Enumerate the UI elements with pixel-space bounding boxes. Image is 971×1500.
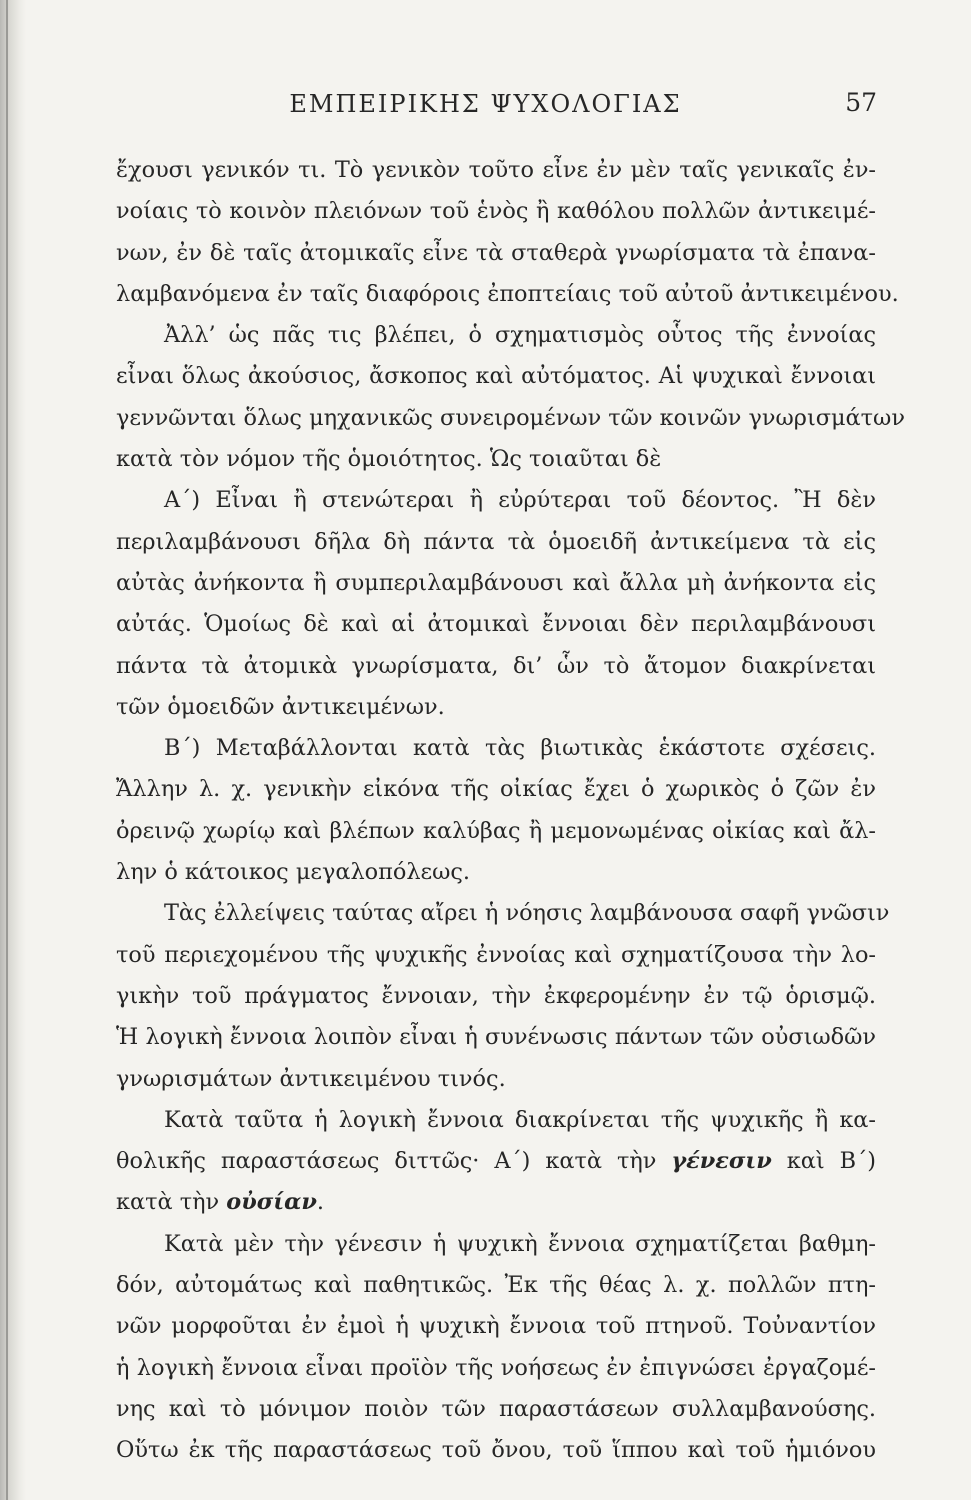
page-number: 57	[845, 88, 877, 117]
text-line: λαμβανόμενα ἐν ταῖς διαφόροις ἐποπτείαις τοῦ αὐτοῦ ἀντικειμένου.	[116, 280, 899, 307]
text-line: Τὰς ἐλλείψεις ταύτας αἴρει ἡ νόησις λαμβάνουσα σαφῆ γνῶσιν	[164, 900, 890, 927]
text-line: γνωρισμάτων ἀντικειμένου τινός.	[116, 1065, 506, 1092]
text-line: εἶναι ὅλως ἀκούσιος, ἄσκοπος καὶ αὐτόματος. Αἱ ψυχικαὶ ἔννοιαι	[116, 363, 876, 390]
text-line	[116, 1141, 876, 1182]
text-line: νων, ἐν δὲ ταῖς ἀτομικαῖς εἶνε τὰ σταθερὰ γνωρίσματα τὰ ἐπανα-	[116, 239, 876, 266]
text-line: Β´) Μεταβάλλονται κατὰ τὰς βιωτικὰς ἑκάστοτε σχέσεις.	[164, 735, 876, 762]
emphasis-term: γένεσιν	[671, 1148, 772, 1175]
body-text	[116, 150, 905, 1472]
text-line: νοίαις τὸ κοινὸν πλειόνων τοῦ ἑνὸς ἢ καθόλου πολλῶν ἀντικειμέ-	[116, 198, 876, 225]
text-line: Α´) Εἶναι ἢ στενώτεραι ἢ εὐρύτεραι τοῦ δέοντος. Ἢ δὲν	[164, 487, 876, 514]
text-line: ἡ λογικὴ ἔννοια εἶναι προϊὸν τῆς νοήσεως ἐν ἐπιγνώσει ἐργαζομέ-	[116, 1354, 876, 1381]
text-line: λην ὁ κάτοικος μεγαλοπόλεως.	[116, 859, 471, 886]
text-line: αὐτάς. Ὁμοίως δὲ καὶ αἱ ἀτομικαὶ ἔννοιαι δὲν περιλαμβάνουσι	[116, 611, 876, 638]
text-line: γεννῶνται ὅλως μηχανικῶς συνειρομένων τῶν κοινῶν γνωρισμάτων	[116, 404, 905, 431]
text-line: τῶν ὁμοειδῶν ἀντικειμένων.	[116, 693, 445, 720]
text-line	[116, 1182, 876, 1223]
text-line: τοῦ περιεχομένου τῆς ψυχικῆς ἐννοίας καὶ σχηματίζουσα τὴν λο-	[116, 941, 876, 968]
text-line: γικὴν τοῦ πράγματος ἔννοιαν, τὴν ἐκφερομένην ἐν τῷ ὁρισμῷ.	[116, 982, 876, 1009]
emphasis-term: οὐσίαν	[226, 1189, 317, 1216]
text-line: νῶν μορφοῦται ἐν ἐμοὶ ἡ ψυχικὴ ἔννοια τοῦ πτηνοῦ. Τοὐναντίον	[116, 1313, 876, 1340]
text-run: κατὰ τὴν	[116, 1189, 227, 1216]
text-line: ἔχουσι γενικόν τι. Τὸ γενικὸν τοῦτο εἶνε ἐν μὲν ταῖς γενικαῖς ἐν-	[116, 157, 876, 183]
text-line: πάντα τὰ ἀτομικὰ γνωρίσματα, δι’ ὧν τὸ ἄτομον διακρίνεται	[116, 652, 876, 679]
text-run: .	[316, 1189, 324, 1216]
text-line: νης καὶ τὸ μόνιμον ποιὸν τῶν παραστάσεων συλλαμβανούσης.	[116, 1395, 876, 1422]
text-line: Ἄλλην λ. χ. γενικὴν εἰκόνα τῆς οἰκίας ἔχει ὁ χωρικὸς ὁ ζῶν ἐν	[116, 776, 876, 803]
text-line: Ἡ λογικὴ ἔννοια λοιπὸν εἶναι ἡ συνένωσις πάντων τῶν οὐσιωδῶν	[116, 1024, 876, 1051]
text-line: Κατὰ μὲν τὴν γένεσιν ἡ ψυχικὴ ἔννοια σχηματίζεται βαθμη-	[164, 1230, 876, 1257]
text-line: κατὰ τὸν νόμον τῆς ὁμοιότητος. Ὡς τοιαῦται δὲ	[116, 446, 662, 473]
page-binding-line	[6, 0, 8, 1500]
text-run: θολικῆς παραστάσεως διττῶς· Α´) κατὰ τὴν	[116, 1148, 672, 1175]
running-header: ΕΜΠΕΙΡΙΚΗΣ ΨΥΧΟΛΟΓΙΑΣ	[289, 90, 682, 118]
text-line: ὀρεινῷ χωρίῳ καὶ βλέπων καλύβας ἢ μεμονωμένας οἰκίας καὶ ἄλ-	[116, 817, 876, 844]
text-line: αὐτὰς ἀνήκοντα ἢ συμπεριλαμβάνουσι καὶ ἄλλα μὴ ἀνήκοντα εἰς	[116, 569, 876, 596]
text-line: Κατὰ ταῦτα ἡ λογικὴ ἔννοια διακρίνεται τῆς ψυχικῆς ἢ κα-	[164, 1106, 876, 1133]
page-edge-shadow	[0, 0, 26, 1500]
text-line: Ἀλλ’ ὡς πᾶς τις βλέπει, ὁ σχηματισμὸς οὗτος τῆς ἐννοίας	[164, 322, 876, 349]
text-line: Οὕτω ἐκ τῆς παραστάσεως τοῦ ὄνου, τοῦ ἵππου καὶ τοῦ ἡμιόνου	[116, 1437, 876, 1464]
text-line: δόν, αὐτομάτως καὶ παθητικῶς. Ἐκ τῆς θέας λ. χ. πολλῶν πτη-	[116, 1272, 876, 1299]
text-line: περιλαμβάνουσι δῆλα δὴ πάντα τὰ ὁμοειδῆ ἀντικείμενα τὰ εἰς	[116, 528, 876, 555]
text-run: καὶ Β´)	[771, 1148, 876, 1175]
